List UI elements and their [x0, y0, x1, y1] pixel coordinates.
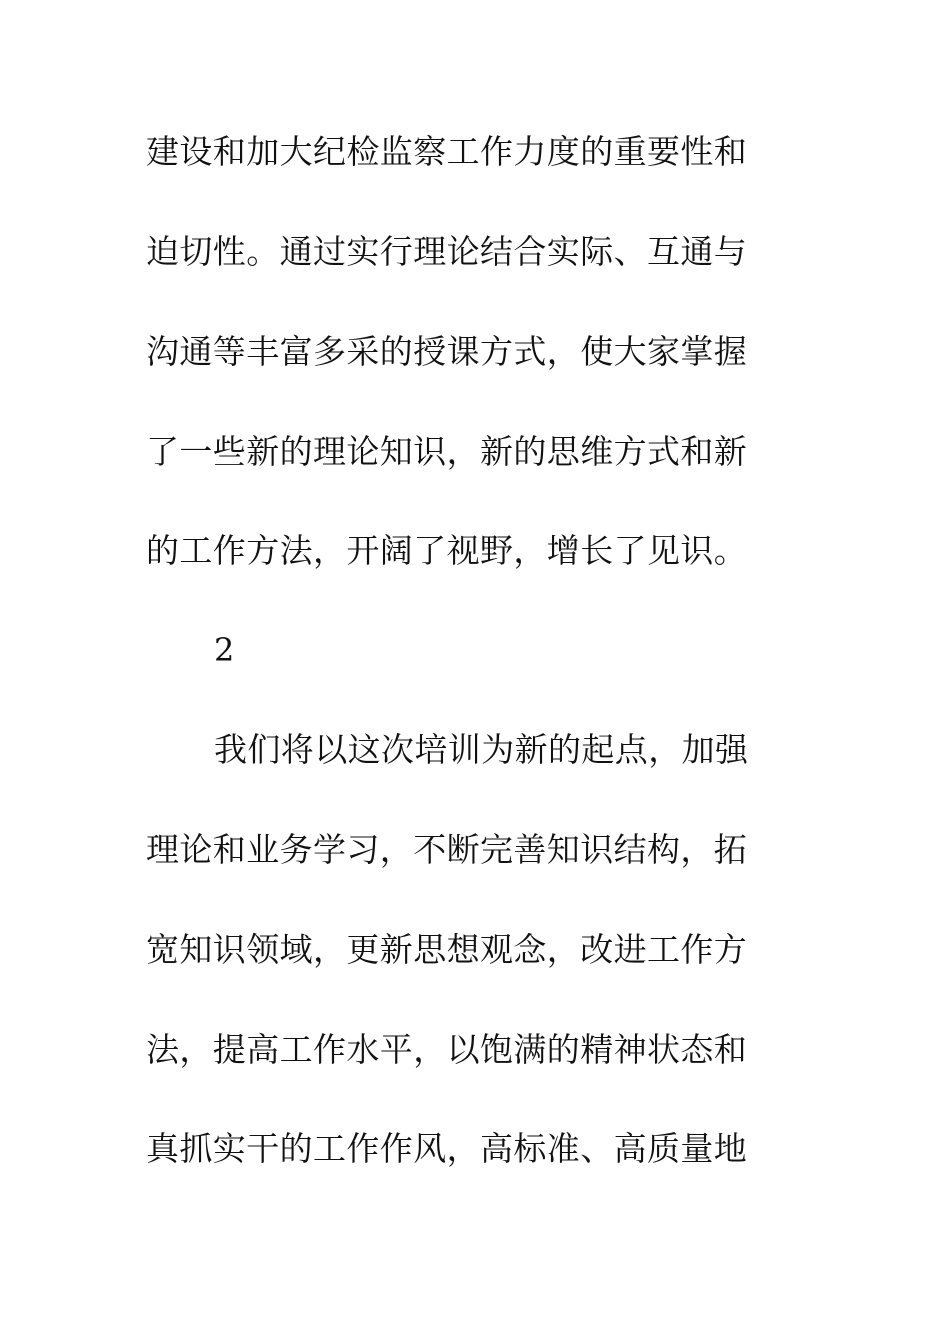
paragraph-1-line-4: 了一些新的理论知识，新的思维方式和新	[146, 432, 748, 471]
paragraph-2-line-4: 法，提高工作水平，以饱满的精神状态和	[146, 1030, 748, 1069]
paragraph-1-line-1: 建设和加大纪检监察工作力度的重要性和	[146, 132, 748, 171]
paragraph-2-line-2: 理论和业务学习，不断完善知识结构，拓	[146, 830, 748, 869]
paragraph-1-line-2: 迫切性。通过实行理论结合实际、互通与	[146, 232, 748, 271]
paragraph-2-line-5: 真抓实干的工作作风，高标准、高质量地	[146, 1129, 748, 1168]
paragraph-1-line-3: 沟通等丰富多采的授课方式，使大家掌握	[146, 332, 748, 371]
paragraph-1-line-5: 的工作方法，开阔了视野，增长了见识。	[146, 531, 748, 570]
paragraph-2-line-3: 宽知识领域，更新思想观念，改进工作方	[146, 930, 748, 969]
paragraph-2-line-1: 我们将以这次培训为新的起点，加强	[214, 730, 749, 769]
section-number: 2	[214, 631, 235, 669]
